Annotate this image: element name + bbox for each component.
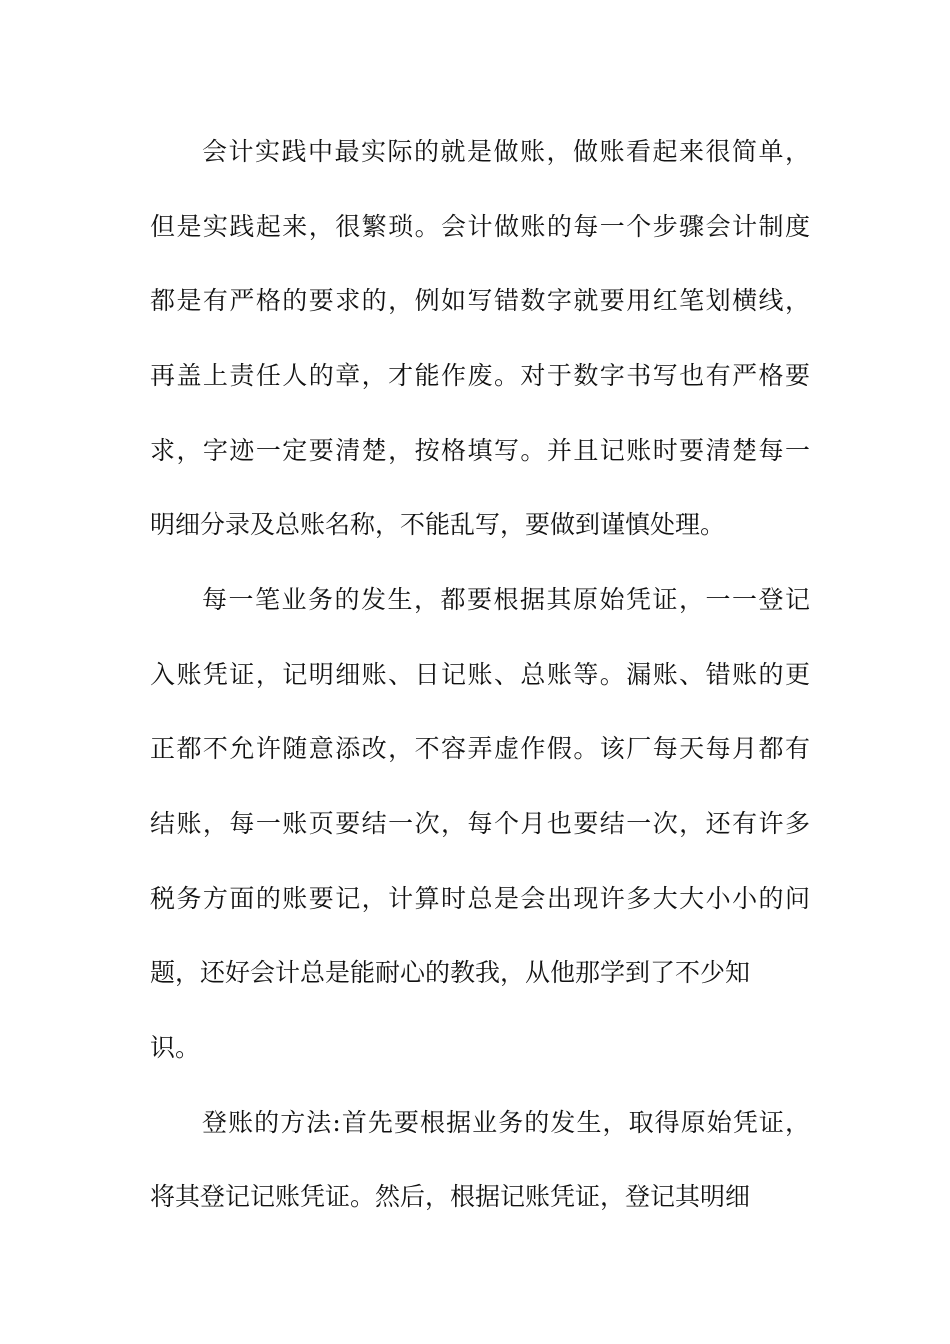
paragraph-2-line-7: 识。 — [150, 1033, 201, 1062]
paragraph-2-line-2: 入账凭证，记明细账、日记账、总账等。漏账、错账的更 — [150, 660, 810, 689]
paragraph-2-line-5: 税务方面的账要记，计算时总是会出现许多大大小小的问 — [150, 884, 810, 913]
paragraph-1-line-6: 明细分录及总账名称，不能乱写，要做到谨慎处理。 — [150, 510, 726, 539]
paragraph-3-line-1: 登账的方法:首先要根据业务的发生，取得原始凭证， — [202, 1108, 810, 1137]
paragraph-2-line-6: 题，还好会计总是能耐心的教我，从他那学到了不少知 — [150, 958, 751, 987]
paragraph-2-line-1: 每一笔业务的发生，都要根据其原始凭证，一一登记 — [202, 585, 810, 614]
paragraph-1-line-3: 都是有严格的要求的，例如写错数字就要用红笔划横线， — [150, 286, 810, 315]
paragraph-2-line-4: 结账，每一账页要结一次，每个月也要结一次，还有许多 — [150, 809, 810, 838]
paragraph-1-line-2: 但是实践起来，很繁琐。会计做账的每一个步骤会计制度 — [150, 212, 810, 241]
paragraph-2-line-3: 正都不允许随意添改，不容弄虚作假。该厂每天每月都有 — [150, 734, 810, 763]
paragraph-1-line-1: 会计实践中最实际的就是做账，做账看起来很简单， — [202, 137, 810, 166]
paragraph-1-line-5: 求，字迹一定要清楚，按格填写。并且记账时要清楚每一 — [150, 436, 810, 465]
paragraph-1-line-4: 再盖上责任人的章，才能作废。对于数字书写也有严格要 — [150, 361, 810, 390]
paragraph-3-line-2: 将其登记记账凭证。然后，根据记账凭证，登记其明细 — [150, 1182, 751, 1211]
